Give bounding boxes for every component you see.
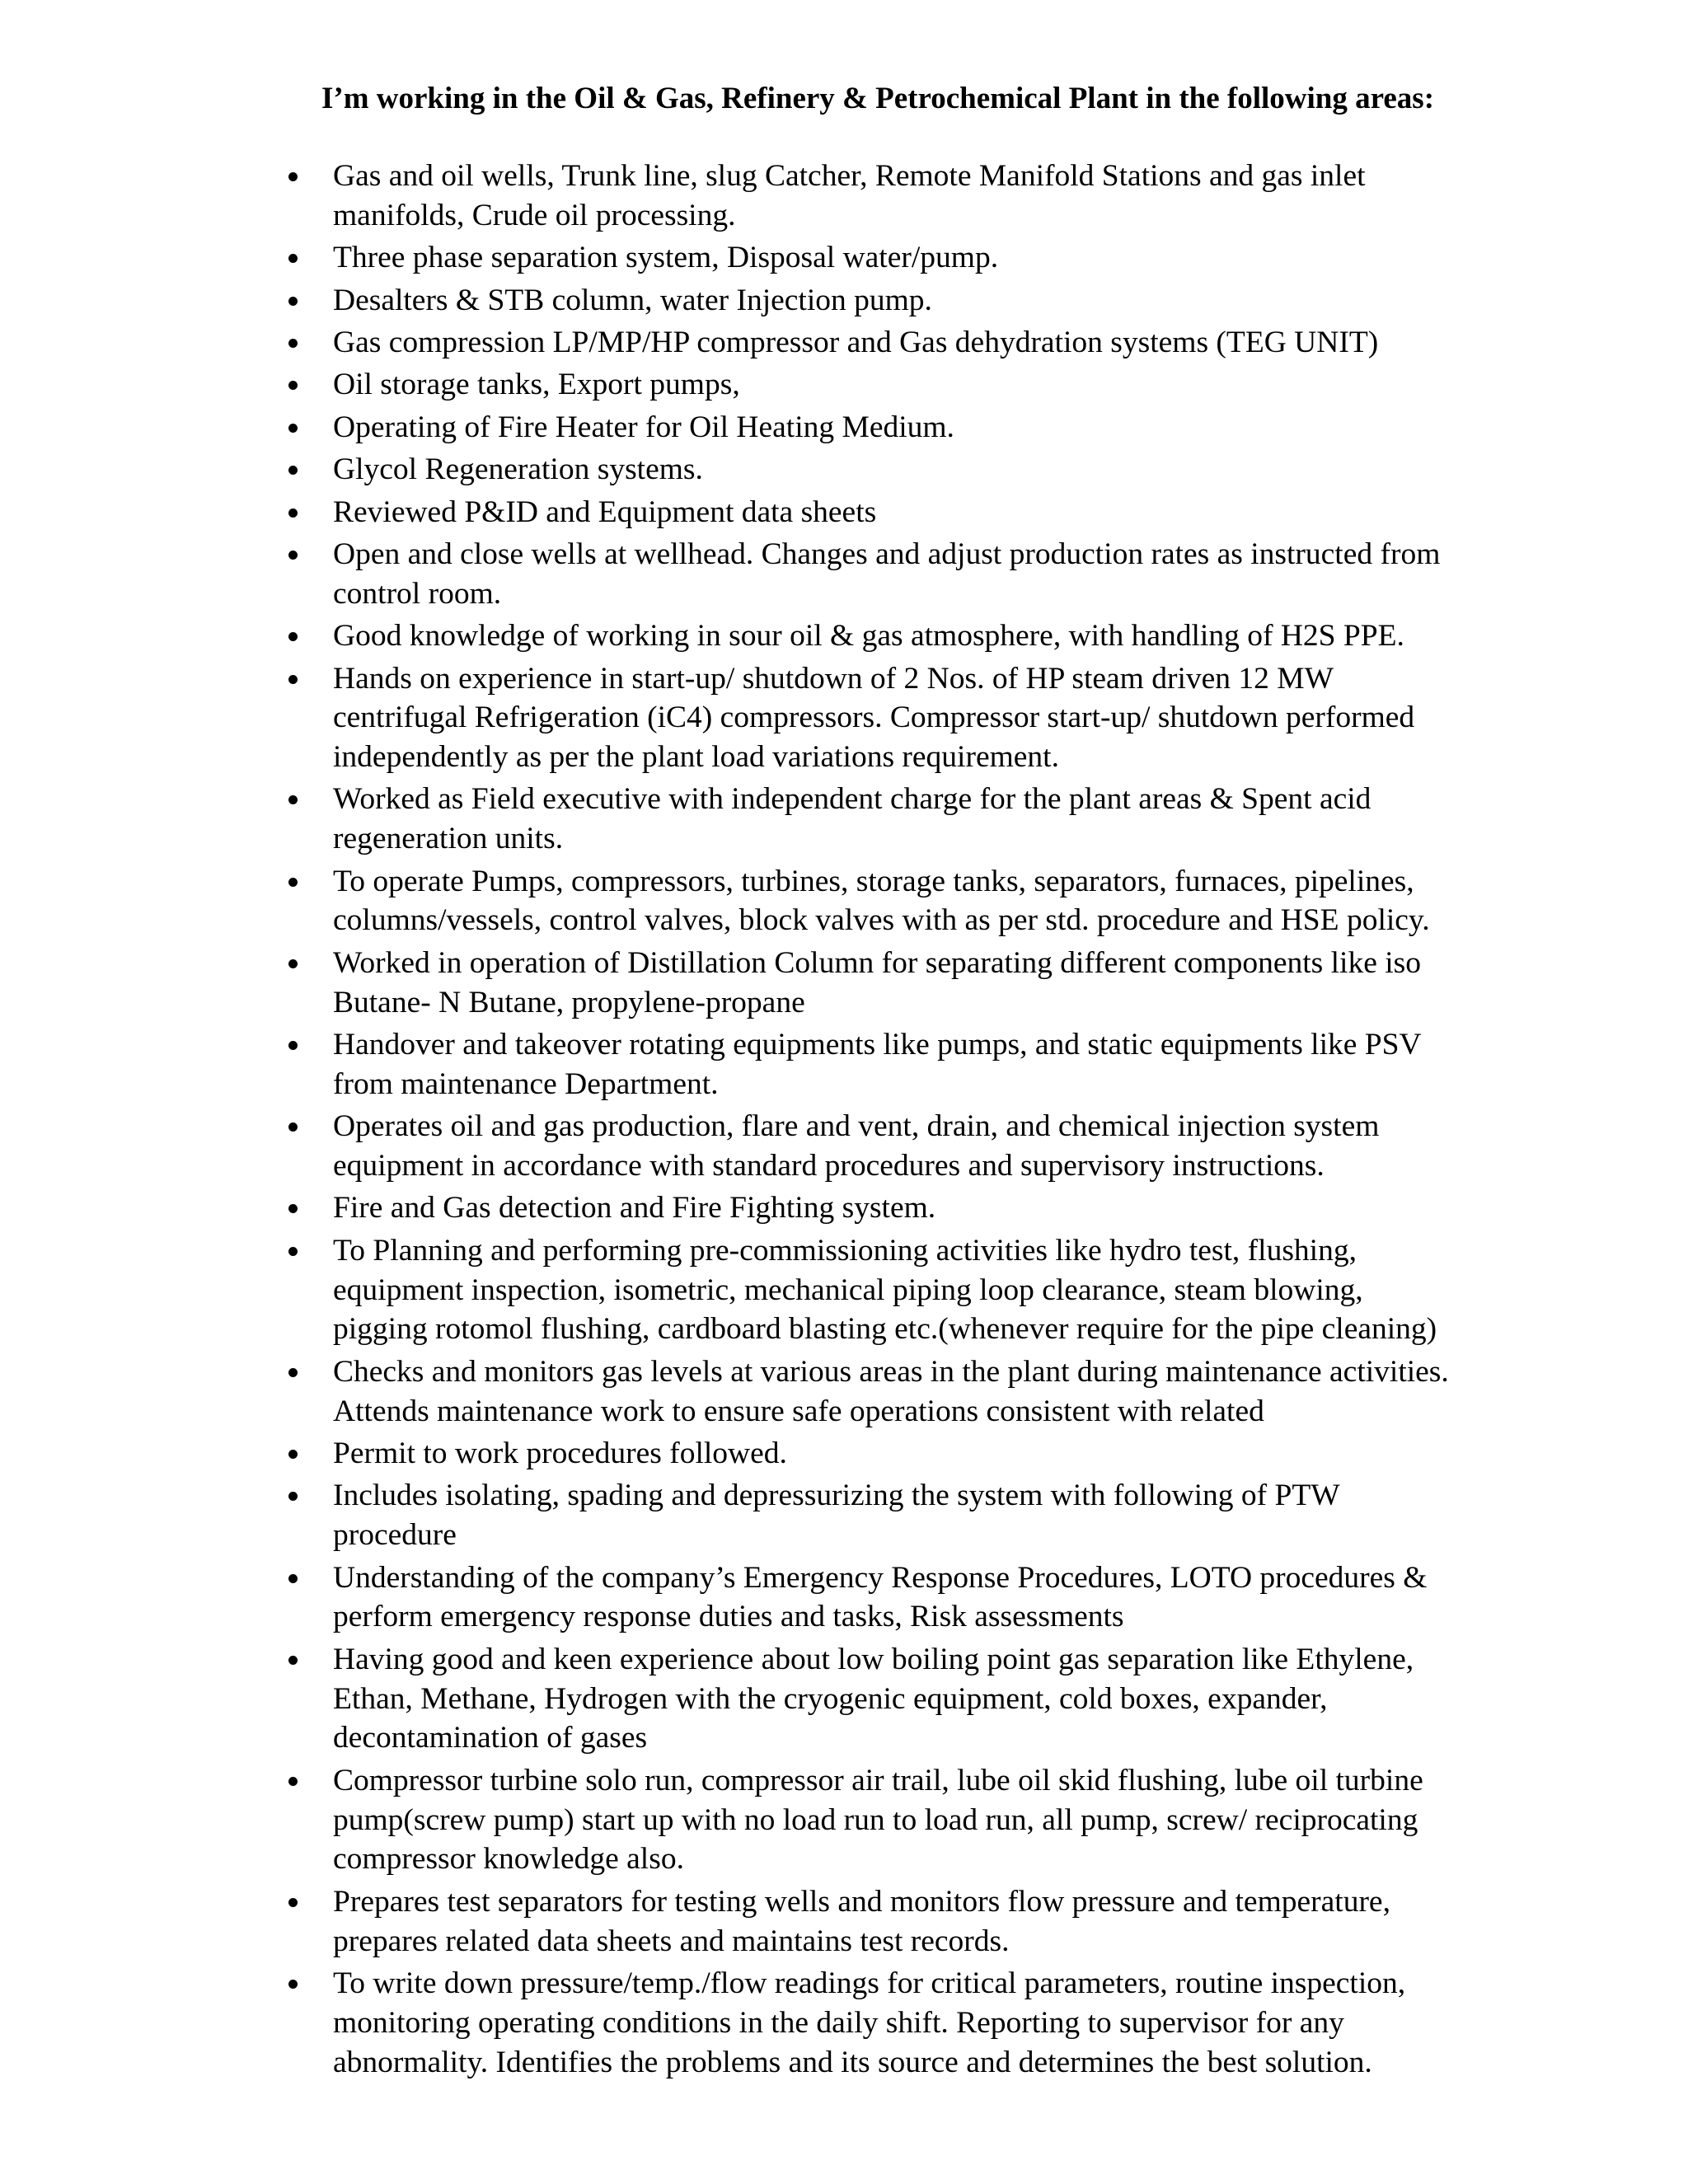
- list-item: [0, 1231, 1688, 1349]
- bullet-dot-icon: [286, 780, 302, 819]
- list-item-line: Reviewed P&ID and Equipment data sheets: [333, 494, 877, 529]
- list-item: [0, 1107, 1688, 1186]
- list-item-line: independently as per the plant load variations requirement.: [333, 740, 1059, 775]
- list-item-line: procedure: [333, 1518, 457, 1553]
- list-item-line: perform emergency response duties and tasks, Risk assessments: [333, 1600, 1124, 1634]
- list-item: [0, 659, 1688, 777]
- bullet-dot-icon: [286, 408, 302, 448]
- list-item-line: abnormality. Identifies the problems and its source and determines the best solution.: [333, 2045, 1372, 2079]
- list-item-line: Oil storage tanks, Export pumps,: [333, 368, 740, 402]
- list-item-line: To Planning and performing pre-commissioning activities like hydro test, flushing,: [333, 1233, 1357, 1268]
- list-item-line: Permit to work procedures followed.: [333, 1436, 787, 1470]
- bullet-dot-icon: [286, 1025, 302, 1065]
- list-item-line: pump(screw pump) start up with no load run to load run, all pump, screw/ reciprocating: [333, 1802, 1418, 1837]
- list-item: [0, 1882, 1688, 1961]
- list-item-line: manifolds, Crude oil processing.: [333, 198, 736, 232]
- list-item-line: regeneration units.: [333, 822, 564, 856]
- list-item: [0, 1188, 1688, 1228]
- list-item-line: control room.: [333, 576, 502, 611]
- list-item: [0, 365, 1688, 405]
- bullet-list: [0, 157, 1688, 2085]
- list-item-line: Open and close wells at wellhead. Changes and adjust production rates as instructed from: [333, 537, 1441, 571]
- list-item-line: To write down pressure/temp./flow readings for critical parameters, routine inspection,: [333, 1966, 1406, 2000]
- list-item-line: Good knowledge of working in sour oil & gas atmosphere, with handling of H2S PPE.: [333, 619, 1404, 654]
- list-item: [0, 1352, 1688, 1432]
- bullet-dot-icon: [286, 1352, 302, 1392]
- list-item-line: Attends maintenance work to ensure safe operations consistent with related: [333, 1394, 1264, 1428]
- list-item: [0, 944, 1688, 1023]
- list-item-line: Fire and Gas detection and Fire Fighting system.: [333, 1191, 936, 1226]
- list-item-line: Ethan, Methane, Hydrogen with the cryogenic equipment, cold boxes, expander,: [333, 1681, 1328, 1716]
- list-item: [0, 535, 1688, 614]
- list-item-line: Operates oil and gas production, flare and vent, drain, and chemical injection system: [333, 1109, 1380, 1144]
- list-item-line: equipment inspection, isometric, mechanical piping loop clearance, steam blowing,: [333, 1272, 1363, 1307]
- list-item: [0, 157, 1688, 236]
- list-item-line: To operate Pumps, compressors, turbines, storage tanks, separators, furnaces, pipelines,: [333, 864, 1414, 898]
- list-item-line: Gas compression LP/MP/HP compressor and Gas dehydration systems (TEG UNIT): [333, 325, 1379, 359]
- list-item-line: Worked as Field executive with independent charge for the plant areas & Spent acid: [333, 782, 1372, 817]
- list-item: [0, 323, 1688, 363]
- list-item-line: Prepares test separators for testing wells and monitors flow pressure and temperature,: [333, 1884, 1390, 1919]
- bullet-dot-icon: [286, 535, 302, 574]
- list-item-line: monitoring operating conditions in the daily shift. Reporting to supervisor for any: [333, 2005, 1344, 2040]
- bullet-dot-icon: [286, 238, 302, 278]
- bullet-dot-icon: [286, 1558, 302, 1598]
- list-item: [0, 616, 1688, 656]
- list-item-line: Having good and keen experience about low boiling point gas separation like Ethylene,: [333, 1642, 1414, 1676]
- list-item-line: decontamination of gases: [333, 1721, 648, 1755]
- list-item-line: columns/vessels, control valves, block valves with as per std. procedure and HSE policy.: [333, 903, 1430, 938]
- list-item-line: Desalters & STB column, water Injection pump.: [333, 283, 932, 317]
- list-item-line: compressor knowledge also.: [333, 1842, 684, 1877]
- list-item: [0, 1476, 1688, 1555]
- list-item-line: Operating of Fire Heater for Oil Heating Medium.: [333, 410, 954, 444]
- list-item-line: Checks and monitors gas levels at various areas in the plant during maintenance activities.: [333, 1354, 1449, 1389]
- bullet-dot-icon: [286, 323, 302, 363]
- list-item-line: Three phase separation system, Disposal water/pump.: [333, 241, 999, 275]
- list-item: [0, 1640, 1688, 1758]
- list-item: [0, 1964, 1688, 2082]
- list-item-line: Butane- N Butane, propylene-propane: [333, 985, 805, 1019]
- list-item-line: prepares related data sheets and maintains test records.: [333, 1924, 1010, 1958]
- bullet-dot-icon: [286, 1640, 302, 1680]
- list-item-line: pigging rotomol flushing, cardboard blasting etc.(whenever require for the pipe cleaning): [333, 1312, 1437, 1347]
- list-item-line: from maintenance Department.: [333, 1066, 719, 1101]
- bullet-dot-icon: [286, 493, 302, 532]
- list-item-line: Handover and takeover rotating equipments like pumps, and static equipments like PSV: [333, 1028, 1422, 1062]
- bullet-dot-icon: [286, 1434, 302, 1474]
- bullet-dot-icon: [286, 157, 302, 196]
- bullet-dot-icon: [286, 944, 302, 983]
- list-item: [0, 450, 1688, 490]
- bullet-dot-icon: [286, 862, 302, 902]
- bullet-dot-icon: [286, 281, 302, 321]
- list-item: [0, 780, 1688, 859]
- bullet-dot-icon: [286, 1231, 302, 1271]
- list-item: [0, 493, 1688, 532]
- list-item: [0, 1025, 1688, 1104]
- list-item: [0, 1558, 1688, 1638]
- bullet-dot-icon: [286, 450, 302, 490]
- list-item: [0, 1434, 1688, 1474]
- list-item: [0, 238, 1688, 278]
- bullet-dot-icon: [286, 1107, 302, 1146]
- list-item-line: Hands on experience in start-up/ shutdown of 2 Nos. of HP steam driven 12 MW: [333, 661, 1334, 696]
- list-item-line: Glycol Regeneration systems.: [333, 452, 703, 487]
- list-item: [0, 1761, 1688, 1879]
- bullet-dot-icon: [286, 1188, 302, 1228]
- page-heading: I’m working in the Oil & Gas, Refinery & Petrochemical Plant in the following areas:: [321, 82, 1435, 115]
- list-item: [0, 281, 1688, 321]
- list-item-line: Gas and oil wells, Trunk line, slug Catcher, Remote Manifold Stations and gas inlet: [333, 159, 1366, 193]
- list-item: [0, 408, 1688, 448]
- bullet-dot-icon: [286, 365, 302, 405]
- list-item: [0, 862, 1688, 941]
- list-item-line: centrifugal Refrigeration (iC4) compressors. Compressor start-up/ shutdown performed: [333, 701, 1415, 735]
- list-item-line: equipment in accordance with standard procedures and supervisory instructions.: [333, 1149, 1325, 1183]
- list-item-line: Includes isolating, spading and depressurizing the system with following of PTW: [333, 1479, 1340, 1513]
- bullet-dot-icon: [286, 1761, 302, 1801]
- list-item-line: Understanding of the company’s Emergency Response Procedures, LOTO procedures &: [333, 1560, 1428, 1595]
- bullet-dot-icon: [286, 616, 302, 656]
- bullet-dot-icon: [286, 1882, 302, 1922]
- bullet-dot-icon: [286, 1964, 302, 2004]
- bullet-dot-icon: [286, 659, 302, 699]
- list-item-line: Worked in operation of Distillation Column for separating different components like iso: [333, 945, 1421, 980]
- list-item-line: Compressor turbine solo run, compressor air trail, lube oil skid flushing, lube oil turbine: [333, 1763, 1423, 1797]
- bullet-dot-icon: [286, 1476, 302, 1516]
